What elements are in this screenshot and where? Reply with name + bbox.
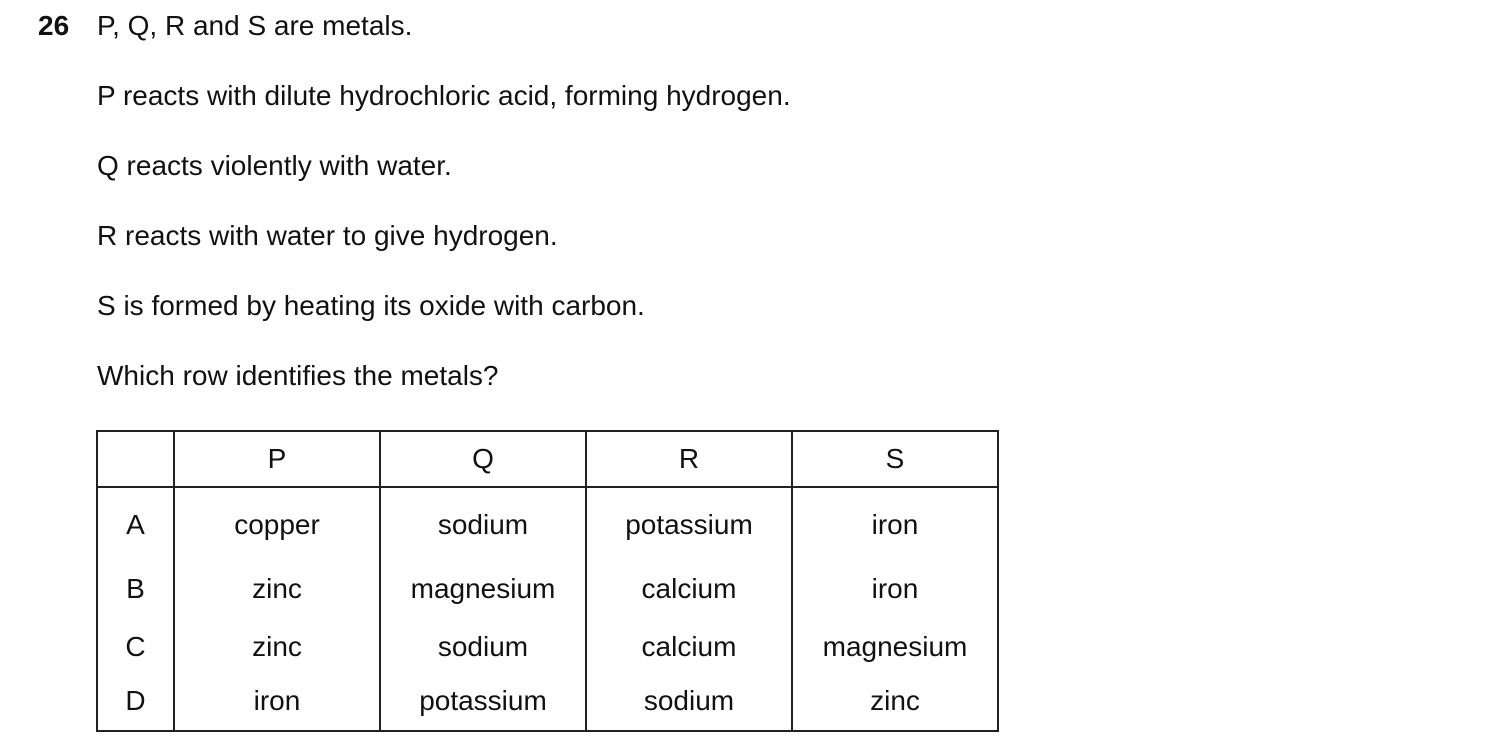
table-header-cell: Q [380, 431, 586, 487]
row-option-label: B [97, 560, 174, 618]
table-cell: magnesium [380, 560, 586, 618]
question-stem-line: P, Q, R and S are metals. [97, 10, 413, 41]
question-prompt: Which row identifies the metals? [97, 360, 499, 391]
table-cell: copper [174, 487, 380, 560]
table-cell: calcium [586, 560, 792, 618]
table-header-cell [97, 431, 174, 487]
clue-r: R reacts with water to give hydrogen. [97, 220, 558, 251]
table-row[interactable] [97, 676, 998, 731]
answer-table [96, 430, 999, 732]
table-header-cell: R [586, 431, 792, 487]
table-row[interactable] [97, 487, 998, 560]
clue-q: Q reacts violently with water. [97, 150, 452, 181]
clue-s: S is formed by heating its oxide with carbon. [97, 290, 645, 321]
table-cell: iron [792, 560, 998, 618]
table-cell: magnesium [792, 618, 998, 676]
table-cell: sodium [380, 487, 586, 560]
question-number: 26 [38, 10, 70, 41]
table-header-cell: S [792, 431, 998, 487]
table-header-row [97, 431, 998, 487]
table-cell: sodium [586, 676, 792, 731]
table-cell: zinc [174, 560, 380, 618]
table-cell: iron [174, 676, 380, 731]
table-cell: calcium [586, 618, 792, 676]
table-cell: zinc [174, 618, 380, 676]
table-row[interactable] [97, 560, 998, 618]
table-cell: potassium [380, 676, 586, 731]
table-row[interactable] [97, 618, 998, 676]
table-cell: zinc [792, 676, 998, 731]
row-option-label: D [97, 676, 174, 731]
clue-p: P reacts with dilute hydrochloric acid, forming hydrogen. [97, 80, 791, 111]
table-cell: iron [792, 487, 998, 560]
row-option-label: C [97, 618, 174, 676]
table-cell: sodium [380, 618, 586, 676]
row-option-label: A [97, 487, 174, 560]
table-header-cell: P [174, 431, 380, 487]
table-cell: potassium [586, 487, 792, 560]
